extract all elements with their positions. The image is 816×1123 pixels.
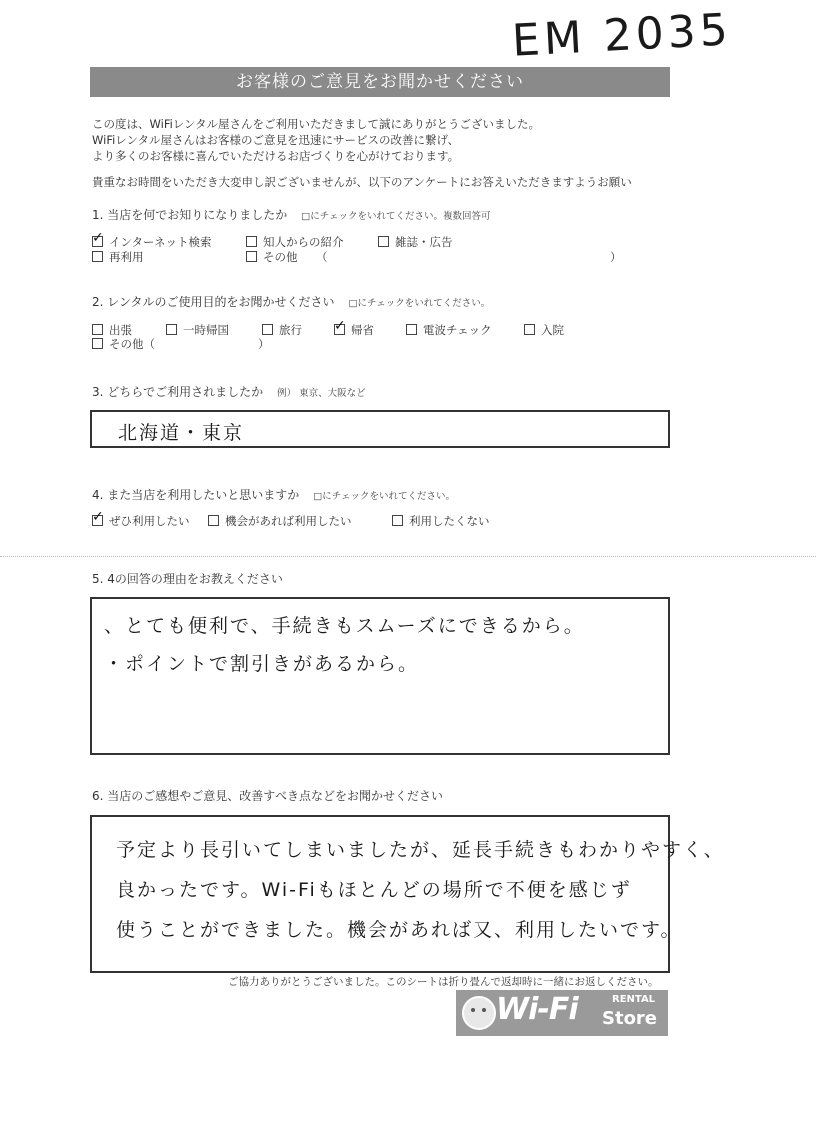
- intro-line-2: WiFiレンタル屋さんはお客様のご意見を迅速にサービスの改善に繋げ、: [92, 133, 460, 147]
- mascot-icon: [462, 996, 496, 1030]
- q1-question: [92, 206, 490, 223]
- q2-option-label: その他（: [109, 337, 155, 351]
- intro-line-4: 貴重なお時間をいただき大変申し訳ございませんが、以下のアンケートにお答えいただきますようお願い: [92, 175, 632, 189]
- intro-line-3: より多くのお客様に喜んでいただけるお店づくりを心がけております。: [92, 149, 460, 163]
- footer-note: ご協力ありがとうございました。このシートは折り畳んで返却時に一緒にお返しください。: [228, 976, 659, 988]
- q2-option-homecoming[interactable]: [334, 322, 374, 338]
- q5-answer-line-1: 、とても便利で、手続きもスムーズにできるから。: [104, 615, 585, 637]
- checkbox-icon[interactable]: [262, 324, 273, 335]
- checkbox-icon[interactable]: [208, 515, 219, 526]
- checkbox-icon[interactable]: [92, 324, 103, 335]
- q4-option-definitely[interactable]: [92, 513, 190, 529]
- q6-answer-line-3: 使うことができました。機会があれば又、利用したいです。: [116, 919, 682, 941]
- q2-option-hospital[interactable]: [524, 322, 564, 338]
- q4-option-label: ぜひ利用したい: [109, 514, 190, 528]
- page-title: お客様のご意見をお聞かせください: [90, 67, 670, 97]
- checkbox-icon[interactable]: [92, 338, 103, 349]
- q2-other-paren-close: ）: [258, 337, 270, 351]
- q1-other-paren-close: ）: [610, 250, 622, 264]
- q2-option-label: 入院: [541, 323, 564, 337]
- q2-option-label: 旅行: [279, 323, 302, 337]
- q2-option-temp-return[interactable]: [166, 322, 229, 338]
- q1-note: □にチェックをいれてください。複数回答可: [301, 211, 491, 222]
- q5-answer-box[interactable]: [90, 597, 670, 755]
- checkbox-icon[interactable]: [92, 236, 103, 247]
- checkbox-icon[interactable]: [92, 515, 103, 526]
- q1-label: 1. 当店を何でお知りになりましたか: [92, 208, 288, 222]
- wifi-rental-store-logo: [456, 990, 668, 1036]
- q1-option-label: その他: [263, 250, 298, 264]
- q1-other-paren-open: （: [316, 250, 328, 264]
- q4-option-no[interactable]: [392, 513, 490, 529]
- q1-option-referral[interactable]: [246, 234, 344, 250]
- checkbox-icon[interactable]: [392, 515, 403, 526]
- q2-option-label: 電波チェック: [423, 323, 492, 337]
- q2-note: □にチェックをいれてください。: [348, 298, 491, 309]
- q4-option-label: 機会があれば利用したい: [225, 514, 352, 528]
- fold-line: [0, 556, 816, 557]
- q4-option-label: 利用したくない: [409, 514, 490, 528]
- q5-answer-line-2: ・ポイントで割引きがあるから。: [104, 653, 420, 675]
- q6-question: 6. 当店のご感想やご意見、改善すべき点などをお聞かせください: [92, 789, 444, 803]
- q4-option-if-chance[interactable]: [208, 513, 352, 529]
- q2-question: [92, 293, 490, 310]
- intro-line-1: この度は、WiFiレンタル屋さんをご利用いただきまして誠にありがとうございました。: [92, 117, 541, 131]
- checkbox-icon[interactable]: [524, 324, 535, 335]
- handwritten-code: EM 2035: [510, 4, 733, 67]
- q3-answer-box[interactable]: [90, 410, 670, 448]
- q2-option-label: 帰省: [351, 323, 374, 337]
- q3-note: 例） 東京、大阪など: [277, 388, 366, 399]
- q1-option-label: 雑誌・広告: [395, 235, 453, 249]
- q4-note: □にチェックをいれてください。: [313, 491, 455, 502]
- q6-answer-box[interactable]: [90, 815, 725, 973]
- q6-answer-line-2: 良かったです。Wi-Fiもほとんどの場所で不便を感じず: [116, 879, 632, 901]
- checkbox-icon[interactable]: [246, 251, 257, 262]
- q3-question: [92, 383, 366, 400]
- q1-option-other[interactable]: [246, 249, 298, 265]
- q1-option-internet[interactable]: [92, 234, 211, 250]
- q2-option-other[interactable]: [92, 336, 155, 352]
- q6-answer-line-1: 予定より長引いてしまいましたが、延長手続きもわかりやすく、: [116, 839, 725, 861]
- q5-question: 5. 4の回答の理由をお教えください: [92, 572, 283, 586]
- q2-option-label: 出張: [109, 323, 132, 337]
- q1-option-label: 再利用: [109, 250, 144, 264]
- logo-store-text: Store: [602, 1008, 658, 1029]
- q2-label: 2. レンタルのご使用目的をお聞かせください: [92, 295, 335, 309]
- checkbox-icon[interactable]: [334, 324, 345, 335]
- q1-option-reuse[interactable]: [92, 249, 144, 265]
- q2-option-label: 一時帰国: [183, 323, 229, 337]
- q1-option-label: 知人からの紹介: [263, 235, 344, 249]
- q3-label: 3. どちらでご利用されましたか: [92, 385, 264, 399]
- checkbox-icon[interactable]: [406, 324, 417, 335]
- q2-option-signal-check[interactable]: [406, 322, 492, 338]
- q3-answer-text: 北海道・東京: [118, 422, 245, 444]
- checkbox-icon[interactable]: [246, 236, 257, 247]
- checkbox-icon[interactable]: [166, 324, 177, 335]
- q4-question: [92, 486, 455, 503]
- q1-option-label: インターネット検索: [109, 235, 212, 249]
- checkbox-icon[interactable]: [378, 236, 389, 247]
- checkbox-icon[interactable]: [92, 251, 103, 262]
- q4-label: 4. また当店を利用したいと思いますか: [92, 488, 300, 502]
- q1-option-magazine[interactable]: [378, 234, 453, 250]
- logo-main-text: Wi-Fi: [496, 992, 578, 1027]
- logo-rental-text: RENTAL: [612, 994, 656, 1005]
